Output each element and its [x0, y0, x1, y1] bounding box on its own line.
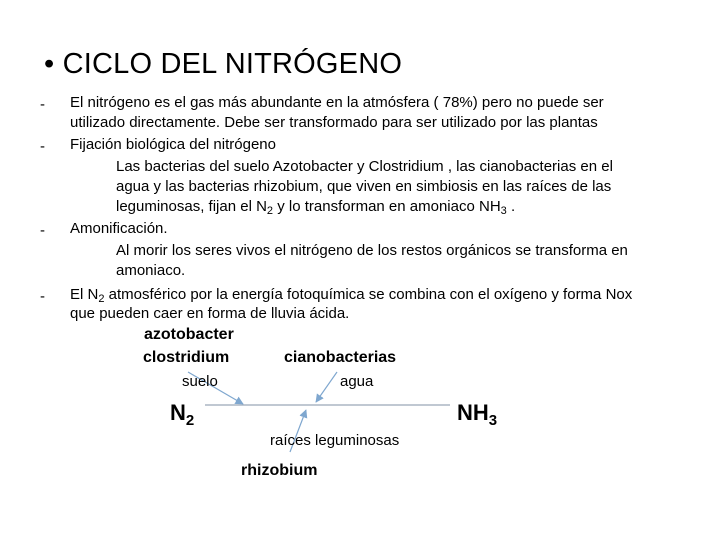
label-clostridium: clostridium	[143, 349, 230, 366]
label-suelo: suelo	[182, 373, 218, 390]
label-cianobacterias: cianobacterias	[284, 349, 397, 366]
bullet-2-heading: Fijación biológica del nitrógeno	[70, 136, 276, 153]
agua-arrow	[316, 372, 337, 402]
bullet-dash: -	[40, 96, 45, 113]
bullet-dash: -	[40, 222, 45, 239]
bullet-4-line-1: El $N_2$ atmosférico por la energía fotoquímica se combina con el oxígeno y forma Nox	[70, 286, 633, 305]
bullet-dash: -	[40, 138, 45, 155]
bullet-2-line-2: agua y las bacterias rhizobium, que viven en simbiosis en las raíces de las	[116, 178, 612, 195]
slide-title: • CICLO DEL NITRÓGENO	[44, 48, 403, 80]
bullet-2-line-3: leguminosas, fijan el $N_2$ y lo transforman en amoniaco $NH_3$ .	[116, 198, 516, 217]
label-rhizobium: rhizobium	[241, 462, 318, 479]
label-nh3: $NH_3$	[457, 400, 498, 429]
bullet-4-line-2: que pueden caer en forma de lluvia ácida.	[70, 305, 350, 322]
label-azotobacter: azotobacter	[144, 326, 234, 343]
label-agua: agua	[340, 373, 374, 390]
label-n2: $N_2$	[170, 400, 195, 429]
bullet-2-line-1: Las bacterias del suelo Azotobacter y Clostridium , las cianobacterias en el	[116, 158, 613, 175]
bullet-3-line-2: amoniaco.	[116, 262, 186, 279]
bullet-dash: -	[40, 288, 45, 305]
bullet-3-line-1: Al morir los seres vivos el nitrógeno de los restos orgánicos se transforma en	[116, 242, 628, 259]
label-raices-leguminosas: raíces leguminosas	[270, 432, 400, 449]
bullet-1-line-2: utilizado directamente. Debe ser transformado para ser utilizado por las plantas	[70, 114, 598, 131]
bullet-3-heading: Amonificación.	[70, 220, 168, 237]
bullet-1-line-1: El nitrógeno es el gas más abundante en la atmósfera ( 78%) pero no puede ser	[70, 94, 604, 111]
